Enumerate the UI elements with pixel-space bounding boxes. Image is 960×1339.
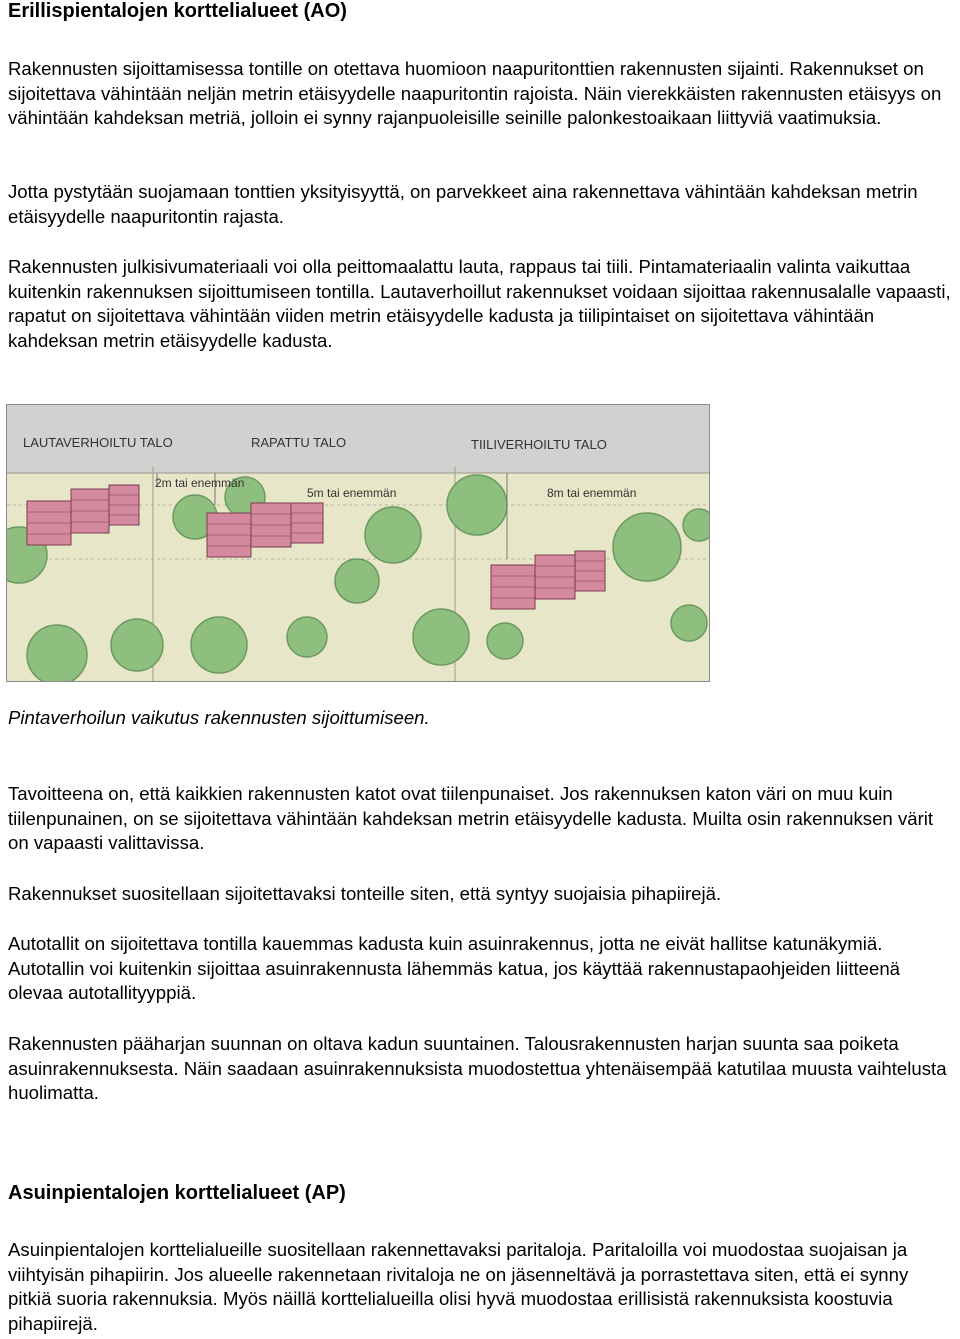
- label-rapattu: RAPATTU TALO: [251, 435, 347, 450]
- paragraph-ao-3: Rakennusten julkisivumateriaali voi olla peittomaalattu lauta, rappaus tai tiili. Pintamateriaalin valinta vaikuttaa kuitenkin rakennuksen sijoittumiseen tontilla. Lautaverhoillut rakennukset voidaan sijoittaa rakennusalalle vapaasti, rapatut on sijoitettava vähintään viiden metrin etäisyydelle kadusta ja tiilipintaiset on sijoitettava vähintään kahdeksan metrin etäisyydelle kadusta.: [8, 256, 951, 351]
- distance-5m: 5m tai enemmän: [307, 486, 397, 500]
- distance-8m: 8m tai enemmän: [547, 486, 637, 500]
- paragraph-ap-1: Asuinpientalojen korttelialueille suositellaan rakennettavaksi paritaloja. Paritaloilla voi muodostaa suojaisan ja viihtyisän pihapiirin. Jos alueelle rakennetaan rivitaloja ne on jäsenneltävä ja porrastettava siten, että ei synny pitkiä suoria rakennuksia. Myös näillä korttelialueilla olisi hyvä muodostaa erillisistä rakennuksista koostuvia pihapiirejä.: [8, 1239, 909, 1334]
- heading-ao: Erillispientalojen korttelialueet (AO): [8, 0, 347, 22]
- paragraph-ao-1: Rakennusten sijoittamisessa tontille on otettava huomioon naapuritonttien rakennusten sijainti. Rakennukset on sijoitettava vähintään neljän metrin etäisyydelle naapuritontin rajoista. Näin vierekkäisten rakennusten etäisyys on vähintään kahdeksan metriä, jolloin ei synny rajanpuoleisille seinille palonkestoaikaan liittyviä vaatimuksia.: [8, 58, 942, 129]
- figure-caption: Pintaverhoilun vaikutus rakennusten sijoittumiseen.: [8, 707, 430, 728]
- paragraph-ao2-3: Autotallit on sijoitettava tontilla kauemmas kadusta kuin asuinrakennus, jotta ne eivät hallitse katunäkymiä. Autotallin voi kuitenkin sijoittaa asuinrakennusta lähemmäs katua, jos käyttää rakennustapaohjeiden liitteenä olevaa autotallityyppiä.: [8, 933, 901, 1004]
- paragraph-ao-2: Jotta pystytään suojamaan tonttien yksityisyyttä, on parvekkeet aina rakennettava vähintään kahdeksan metrin etäisyydelle naapuritontin rajasta.: [8, 181, 918, 227]
- paragraph-ao2-1: Tavoitteena on, että kaikkien rakennusten katot ovat tiilenpunaiset. Jos rakennuksen katon väri on muu kuin tiilenpunainen, on se sijoitettava vähintään kahdeksan metrin etäisyydelle kadusta. Muilta osin rakennuksen värit on vapaasti valittavissa.: [8, 783, 934, 854]
- label-lautaverhoiltu: LAUTAVERHOILTU TALO: [23, 435, 173, 450]
- heading-ap: Asuinpientalojen korttelialueet (AP): [8, 1182, 346, 1204]
- label-tiiliverhoiltu: TIILIVERHOILTU TALO: [471, 437, 607, 452]
- paragraph-ao2-4: Rakennusten pääharjan suunnan on oltava kadun suuntainen. Talousrakennusten harjan suunta saa poiketa asuinrakennuksesta. Näin saadaan asuinrakennuksista muodostettua yhtenäisempää katutilaa muusta vaihtelusta huolimatta.: [8, 1033, 947, 1104]
- paragraph-ao2-2: Rakennukset suositellaan sijoitettavaksi tonteille siten, että syntyy suojaisia pihapiirejä.: [8, 883, 722, 904]
- placement-illustration: [6, 404, 710, 682]
- distance-2m: 2m tai enemmän: [155, 476, 245, 490]
